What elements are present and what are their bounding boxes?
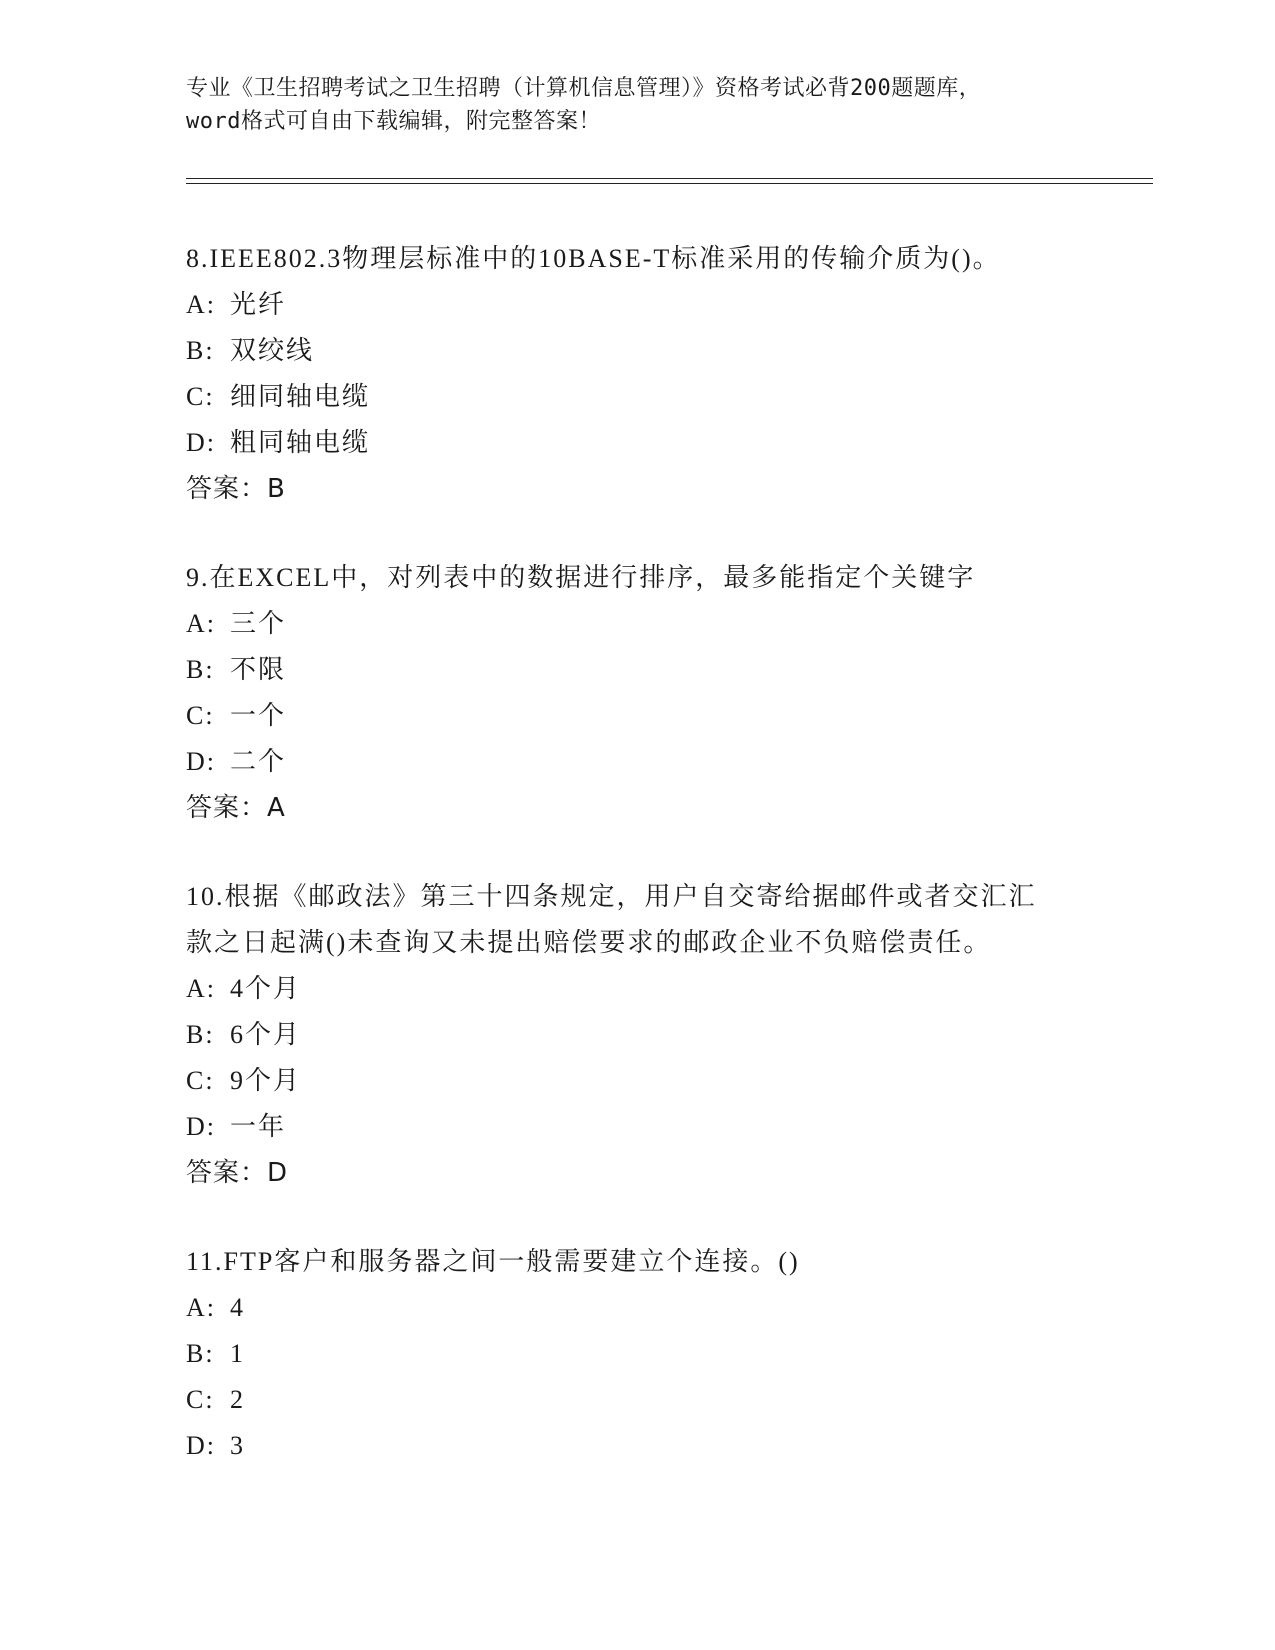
question-11	[186, 1239, 1086, 1469]
option-letter: D:	[186, 428, 216, 457]
answer-label: 答案：D	[186, 1158, 289, 1188]
option-letter: C:	[186, 1385, 215, 1414]
option-d	[186, 1423, 1086, 1469]
question-text-line-2: 款之日起满()未查询又未提出赔偿要求的邮政企业不负赔偿责任。	[186, 928, 992, 957]
option-text: 9个月	[230, 1066, 302, 1095]
question-10	[186, 874, 1086, 1196]
option-text: 4个月	[230, 974, 302, 1003]
option-c	[186, 1377, 1086, 1423]
option-letter: C:	[186, 701, 215, 730]
option-b	[186, 647, 1086, 693]
option-letter: B:	[186, 1339, 215, 1368]
answer-label: 答案：B	[186, 474, 286, 504]
question-text-line-1: 10.根据《邮政法》第三十四条规定，用户自交寄给据邮件或者交汇汇	[186, 882, 1037, 911]
option-d	[186, 420, 1086, 466]
option-text: 一个	[230, 701, 287, 730]
option-text: 细同轴电缆	[230, 382, 371, 411]
question-list	[186, 236, 1086, 1512]
option-letter: B:	[186, 1020, 215, 1049]
option-text: 1	[230, 1339, 245, 1368]
option-letter: B:	[186, 336, 215, 365]
option-d	[186, 739, 1086, 785]
option-text: 不限	[230, 655, 287, 684]
header-line-2: word格式可自由下载编辑，附完整答案！	[186, 109, 601, 134]
option-b	[186, 328, 1086, 374]
option-letter: B:	[186, 655, 215, 684]
option-c	[186, 693, 1086, 739]
header-divider-bottom	[186, 183, 1153, 184]
option-letter: D:	[186, 1431, 216, 1460]
option-letter: A:	[186, 974, 216, 1003]
question-text: 11.FTP客户和服务器之间一般需要建立个连接。()	[186, 1247, 800, 1276]
option-text: 二个	[230, 747, 287, 776]
option-text: 4	[230, 1293, 245, 1322]
option-letter: A:	[186, 290, 216, 319]
option-text: 光纤	[230, 290, 287, 319]
option-c	[186, 1058, 1086, 1104]
option-letter: C:	[186, 382, 215, 411]
question-text: 8.IEEE802.3物理层标准中的10BASE-T标准采用的传输介质为()。	[186, 244, 1001, 273]
option-b	[186, 1012, 1086, 1058]
option-text: 6个月	[230, 1020, 302, 1049]
option-a	[186, 1285, 1086, 1331]
option-text: 粗同轴电缆	[230, 428, 371, 457]
option-b	[186, 1331, 1086, 1377]
option-text: 3	[230, 1431, 245, 1460]
answer-label: 答案：A	[186, 793, 286, 823]
option-letter: A:	[186, 609, 216, 638]
question-9	[186, 555, 1086, 831]
option-a	[186, 601, 1086, 647]
question-text: 9.在EXCEL中，对列表中的数据进行排序，最多能指定个关键字	[186, 563, 976, 592]
option-letter: D:	[186, 747, 216, 776]
option-text: 一年	[230, 1112, 287, 1141]
option-d	[186, 1104, 1086, 1150]
document-header	[186, 72, 1086, 138]
option-text: 双绞线	[230, 336, 315, 365]
option-letter: C:	[186, 1066, 215, 1095]
option-c	[186, 374, 1086, 420]
option-letter: A:	[186, 1293, 216, 1322]
header-line-1: 专业《卫生招聘考试之卫生招聘（计算机信息管理）》资格考试必背200题题库，	[186, 76, 982, 101]
option-text: 三个	[230, 609, 287, 638]
header-divider-top	[186, 178, 1153, 179]
question-8	[186, 236, 1086, 512]
option-letter: D:	[186, 1112, 216, 1141]
option-a	[186, 966, 1086, 1012]
option-a	[186, 282, 1086, 328]
option-text: 2	[230, 1385, 245, 1414]
